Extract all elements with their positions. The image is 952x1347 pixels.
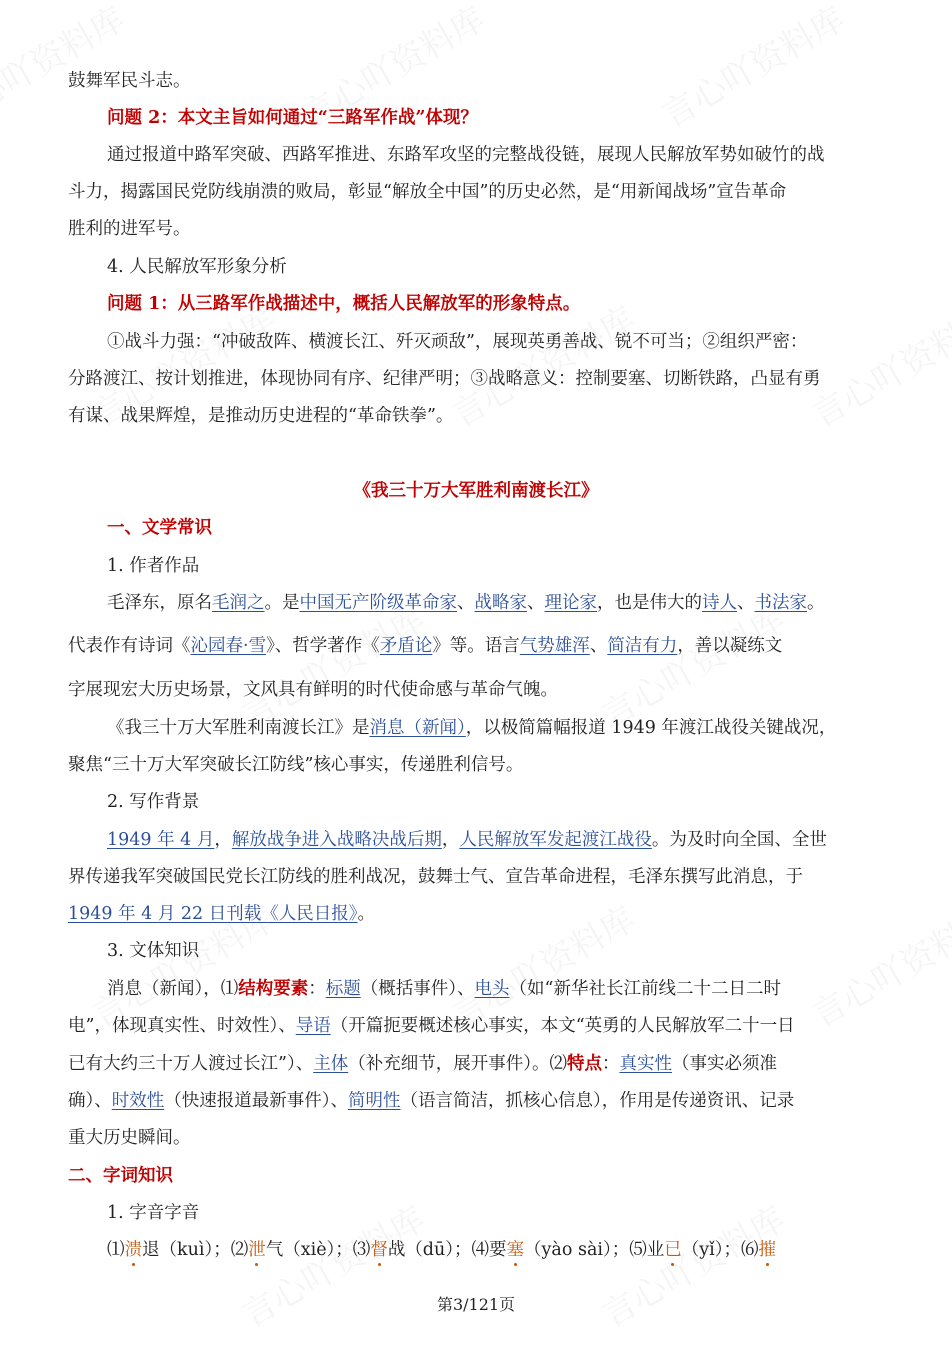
keyword-underlined: 1949 年 4 月 [107,830,215,850]
text-run: 。是 [264,593,300,613]
text-line [68,181,786,203]
keyword-underlined: 矛盾论 [379,636,433,656]
text-run: 代表作有诗词《 [68,636,191,656]
text-run: 重大历史瞬间。 [68,1128,191,1148]
text-run: ⑴ [107,1240,125,1260]
text-run: 聚焦“三十万大军突破长江防线”核心事实，传递胜利信号。 [68,755,524,775]
emphasized-character: 溃 [124,1240,142,1260]
text-run: （如“新华社长江前线二十二日二时 [509,979,781,999]
highlight-heading: 《我三十万大军胜利南渡长江》 [353,481,599,501]
emphasized-character: 泄 [248,1240,266,1260]
text-run: （语言简洁，抓核心信息），作用是传递资讯、记录 [400,1091,795,1111]
text-run: 消息（新闻），⑴ [107,979,239,999]
text-line [107,1239,776,1261]
keyword-underlined: 消息（新闻） [369,718,466,738]
text-run: ①战斗力强：“冲破敌阵、横渡长江、歼灭顽敌”，展现英勇善战、锐不可当；②组织严密： [107,332,808,352]
keyword-underlined: 简洁有力 [607,636,678,656]
highlight-heading: 特点 [566,1054,602,1074]
text-run: （yǐ）；⑹ [681,1240,759,1260]
keyword-underlined: 书法家 [754,593,807,613]
text-line [68,1127,191,1149]
text-run: 界传递我军突破国民党长江防线的胜利战况，鼓舞士气、宣告革命进程，毛泽东撰写此消息，于 [68,867,803,887]
keyword-underlined: 战略家 [474,593,527,613]
text-run: 战（dū）；⑷要 [387,1240,507,1260]
watermark-text [651,0,852,137]
text-run: 1. 字音字音 [107,1203,200,1223]
text-run: 有谋、战果辉煌，是推动历史进程的“革命铁拳”。 [68,406,454,426]
text-run: 气（xiè）；⑶ [265,1240,371,1260]
text-run: 。 [807,593,825,613]
text-run: ： [308,979,326,999]
emphasized-character: 摧 [758,1240,776,1260]
text-run: 》、哲学著作《 [266,636,380,656]
text-run: 毛泽东，原名 [107,593,212,613]
text-run: ，也是伟大的 [597,593,702,613]
text-line [107,293,580,315]
text-run: ，善以凝练文 [677,636,783,656]
text-run: 电”，体现真实性、时效性）、 [68,1016,296,1036]
text-run: 《我三十万大军胜利南渡长江》是 [107,718,370,738]
text-run: 斗力，揭露国民党防线崩溃的败局，彰显“解放全中国”的历史必然，是“用新闻战场”宣告革命 [68,182,787,202]
keyword-underlined: 中国无产阶级革命家 [299,593,457,613]
keyword-underlined: 电头 [474,979,510,999]
text-run: ： [601,1054,620,1074]
text-run: 1. 作者作品 [107,556,200,576]
text-run: 、 [527,593,545,613]
text-run: 4. 人民解放军形象分析 [107,257,287,277]
text-run: 胜利的进军号。 [68,219,191,239]
text-run: 字展现宏大历史场景，文风具有鲜明的时代使命感与革命气魄。 [68,680,558,700]
text-run: （yào sài）；⑸业 [524,1240,665,1260]
emphasized-character: 已 [664,1240,682,1260]
emphasized-character: 督 [370,1240,388,1260]
keyword-underlined: 简明性 [348,1091,401,1111]
text-run: 。 [357,904,376,924]
keyword-underlined: 真实性 [619,1054,672,1074]
keyword-underlined: 沁园春·雪 [190,636,267,656]
emphasized-character: 塞 [506,1240,525,1260]
text-run: （快速报道最新事件）、 [164,1091,348,1111]
text-line [68,405,453,427]
text-run: ， [441,830,460,850]
keyword-underlined: 毛润之 [212,593,265,613]
text-run: 、 [589,636,608,656]
text-line [107,517,212,539]
watermark-text [591,1192,792,1336]
keyword-underlined: 诗人 [702,593,737,613]
keyword-underlined: 1949 年 4 月 22 日刊载《人民日报》 [68,904,358,924]
text-run: 2. 写作背景 [107,792,200,812]
text-line [107,555,199,577]
text-run: （概括事件）、 [360,979,475,999]
highlight-heading: 问题 1：从三路军作战描述中，概括人民解放军的形象特点。 [107,294,581,314]
text-line [107,107,478,129]
text-line [68,903,375,925]
text-line [107,978,781,1000]
text-line [107,331,807,353]
text-line [68,866,803,888]
text-line [107,791,199,813]
text-line [68,635,782,657]
watermark-text [231,1192,432,1336]
page-number: 第3/121页 [436,1295,516,1314]
text-line [68,1090,794,1112]
text-run: 已有大约三十万人渡过长江”）、 [68,1054,314,1074]
text-line [68,218,191,240]
text-run: ，以极简篇幅报道 1949 年渡江战役关键战况， [465,718,837,738]
highlight-heading: 结构要素 [238,979,309,999]
text-line [68,1053,777,1075]
text-run: 鼓舞军民斗志。 [68,71,191,91]
keyword-underlined: 主体 [313,1054,349,1074]
text-run: 确）、 [68,1091,112,1111]
text-line [68,1165,173,1187]
highlight-heading: 二、字词知识 [68,1166,173,1186]
text-line [107,717,836,739]
watermark-text [801,892,952,1036]
highlight-heading: 问题 2：本文主旨如何通过“三路军作战”体现？ [107,108,478,128]
text-line [68,368,821,390]
keyword-underlined: 解放战争进入战略决战后期 [231,830,442,850]
text-line [68,70,191,92]
text-line [107,592,825,614]
text-line [107,1202,199,1224]
text-line [107,256,287,278]
text-run: 。为及时向全国、全世 [651,830,827,850]
keyword-underlined: 导语 [295,1016,331,1036]
keyword-underlined: 时效性 [111,1091,165,1111]
keyword-underlined: 标题 [325,979,361,999]
keyword-underlined: 理论家 [544,593,597,613]
keyword-underlined: 人民解放军发起渡江战役 [459,830,652,850]
text-run: 分路渡江、按计划推进，体现协同有序、纪律严明；③战略意义：控制要塞、切断铁路，凸显有勇 [68,369,821,389]
text-line [107,940,199,962]
text-run: 、 [737,593,755,613]
text-run: （开篇扼要概述核心事实，本文“英勇的人民解放军二十一日 [330,1016,795,1036]
text-run: 3. 文体知识 [107,941,200,961]
text-run: 》等。语言 [432,636,520,656]
watermark-text [801,292,952,436]
text-run: （事实必须准 [671,1054,777,1074]
text-run: 退（kuì）；⑵ [142,1240,249,1260]
text-run: 通过报道中路军突破、西路军推进、东路军攻坚的完整战役链，展现人民解放军势如破竹的战 [107,145,825,165]
keyword-underlined: 气势雄浑 [519,636,590,656]
text-line [107,144,825,166]
text-run: 、 [457,593,475,613]
highlight-heading: 一、文学常识 [107,518,212,538]
article-title [0,480,952,502]
text-line [68,1015,795,1037]
text-line [68,679,558,701]
text-run: （补充细节，展开事件）。⑵ [348,1054,567,1074]
text-line [107,829,827,851]
text-line [68,754,523,776]
text-run: ， [214,830,232,850]
